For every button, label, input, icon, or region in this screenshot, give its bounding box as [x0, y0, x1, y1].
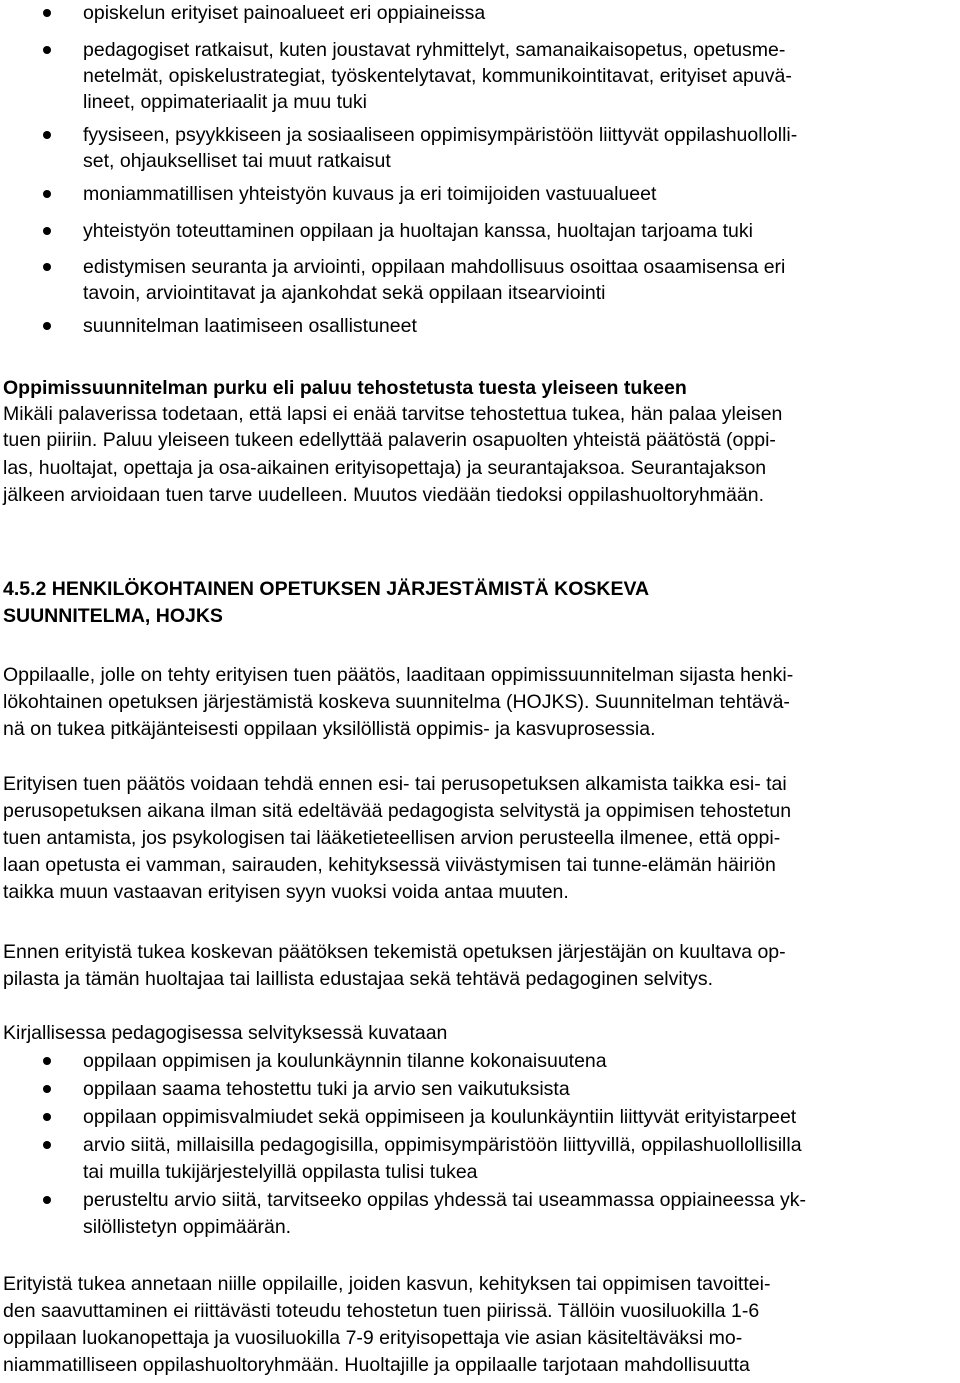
heading-line: SUUNNITELMA, HOJKS: [3, 605, 223, 627]
bullet-icon: [43, 322, 51, 330]
list-item-line: suunnitelman laatimiseen osallistuneet: [83, 315, 417, 337]
bullet-icon: [43, 190, 51, 198]
list-item-line: set, ohjaukselliset tai muut ratkaisut: [83, 150, 391, 172]
list-item-line: silöllistetyn oppimäärän.: [83, 1216, 292, 1238]
paragraph-line: Erityistä tukea annetaan niille oppilaille, joiden kasvun, kehityksen tai oppimisen tavoittei-: [3, 1273, 771, 1295]
paragraph-line: Oppilaalle, jolle on tehty erityisen tuen päätös, laaditaan oppimissuunnitelman sijasta henki-: [3, 664, 794, 686]
paragraph-line: tuen piiriin. Paluu yleiseen tukeen edellyttää palaverin osapuolten yhteistä päätöstä (oppi-: [3, 429, 776, 451]
paragraph-line: nä on tukea pitkäjänteisesti oppilaan yksilöllistä oppimis- ja kasvuprosessia.: [3, 718, 656, 740]
section-heading-purku: Oppimissuunnitelman purku eli paluu tehostetusta tuesta yleiseen tukeen: [3, 377, 687, 399]
list-item-line: tavoin, arviointitavat ja ajankohdat sekä oppilaan itsearviointi: [83, 282, 606, 304]
list-item-line: yhteistyön toteuttaminen oppilaan ja huoltajan kanssa, huoltajan tarjoama tuki: [83, 220, 753, 242]
paragraph-selvitys-intro: Kirjallisessa pedagogisessa selvityksessä kuvataan: [3, 1022, 448, 1044]
list-item-line: perusteltu arvio siitä, tarvitseeko oppilas yhdessä tai useammassa oppiaineessa yk-: [83, 1189, 806, 1211]
paragraph-line: niammatilliseen oppilashuoltoryhmään. Huoltajille ja oppilaalle tarjotaan mahdollisuutta: [3, 1354, 750, 1376]
heading-line: 4.5.2 HENKILÖKOHTAINEN OPETUKSEN JÄRJESTÄMISTÄ KOSKEVA: [3, 578, 650, 600]
list-item-line: pedagogiset ratkaisut, kuten joustavat ryhmittelyt, samanaikaisopetus, opetusme-: [83, 39, 786, 61]
list-item-line: oppilaan oppimisvalmiudet sekä oppimiseen ja koulunkäyntiin liittyvät erityistarpeet: [83, 1106, 797, 1128]
paragraph-line: laan opetusta ei vamman, sairauden, kehityksessä viivästymisen tai tunne-elämän häiriön: [3, 854, 776, 876]
list-item-line: fyysiseen, psyykkiseen ja sosiaaliseen oppimisympäristöön liittyvät oppilashuollolli-: [83, 124, 798, 146]
bullet-icon: [43, 227, 51, 235]
list-item-line: lineet, oppimateriaalit ja muu tuki: [83, 91, 367, 113]
bullet-icon: [43, 1196, 51, 1204]
bullet-icon: [43, 9, 51, 17]
paragraph-line: jälkeen arvioidaan tuen tarve uudelleen. Muutos viedään tiedoksi oppilashuoltoryhmään.: [3, 484, 764, 506]
paragraph-line: Ennen erityistä tukea koskevan päätöksen tekemistä opetuksen järjestäjän on kuultava op-: [3, 941, 786, 963]
list-item-line: netelmät, opiskelustrategiat, työskentelytavat, kommunikointitavat, erityiset apuvä-: [83, 65, 792, 87]
bullet-icon: [43, 1085, 51, 1093]
paragraph-line: Mikäli palaverissa todetaan, että lapsi ei enää tarvitse tehostettua tukea, hän palaa yleisen: [3, 403, 783, 425]
bullet-icon: [43, 46, 51, 54]
list-item-line: oppilaan oppimisen ja koulunkäynnin tilanne kokonaisuutena: [83, 1050, 607, 1072]
list-item-line: moniammatillisen yhteistyön kuvaus ja eri toimijoiden vastuualueet: [83, 183, 657, 205]
bullet-icon: [43, 1057, 51, 1065]
bullet-icon: [43, 131, 51, 139]
paragraph-line: Erityisen tuen päätös voidaan tehdä ennen esi- tai perusopetuksen alkamista taikka esi- tai: [3, 773, 787, 795]
paragraph-line: pilasta ja tämän huoltajaa tai laillista edustajaa sekä tehtävä pedagoginen selvitys.: [3, 968, 714, 990]
list-item-line: oppilaan saama tehostettu tuki ja arvio sen vaikutuksista: [83, 1078, 570, 1100]
paragraph-line: den saavuttaminen ei riittävästi toteudu tehostetun tuen piirissä. Tällöin vuosiluokilla 1-6: [3, 1300, 760, 1322]
bullet-icon: [43, 1113, 51, 1121]
paragraph-line: las, huoltajat, opettaja ja osa-aikainen erityisopettaja) ja seurantajaksoa. Seurantajakson: [3, 457, 767, 479]
bullet-icon: [43, 263, 51, 271]
paragraph-line: tuen antamista, jos psykologisen tai lääketieteellisen arvion perusteella ilmenee, että oppi-: [3, 827, 781, 849]
bullet-icon: [43, 1141, 51, 1149]
list-item-line: tai muilla tukijärjestelyillä oppilasta tulisi tukea: [83, 1161, 478, 1183]
list-item-line: edistymisen seuranta ja arviointi, oppilaan mahdollisuus osoittaa osaamisensa eri: [83, 256, 786, 278]
list-item-line: opiskelun erityiset painoalueet eri oppiaineissa: [83, 2, 486, 24]
paragraph-line: lökohtainen opetuksen järjestämistä koskeva suunnitelma (HOJKS). Suunnitelman tehtävä-: [3, 691, 790, 713]
paragraph-line: oppilaan luokanopettaja ja vuosiluokilla 7-9 erityisopettaja vie asian käsiteltäväksi mo-: [3, 1327, 743, 1349]
paragraph-line: taikka muun vastaavan erityisen syyn vuoksi voida antaa muuten.: [3, 881, 569, 903]
paragraph-line: perusopetuksen aikana ilman sitä edeltävää pedagogista selvitystä ja oppimisen tehostetun: [3, 800, 792, 822]
list-item-line: arvio siitä, millaisilla pedagogisilla, oppimisympäristöön liittyvillä, oppilashuollollisilla: [83, 1134, 802, 1156]
